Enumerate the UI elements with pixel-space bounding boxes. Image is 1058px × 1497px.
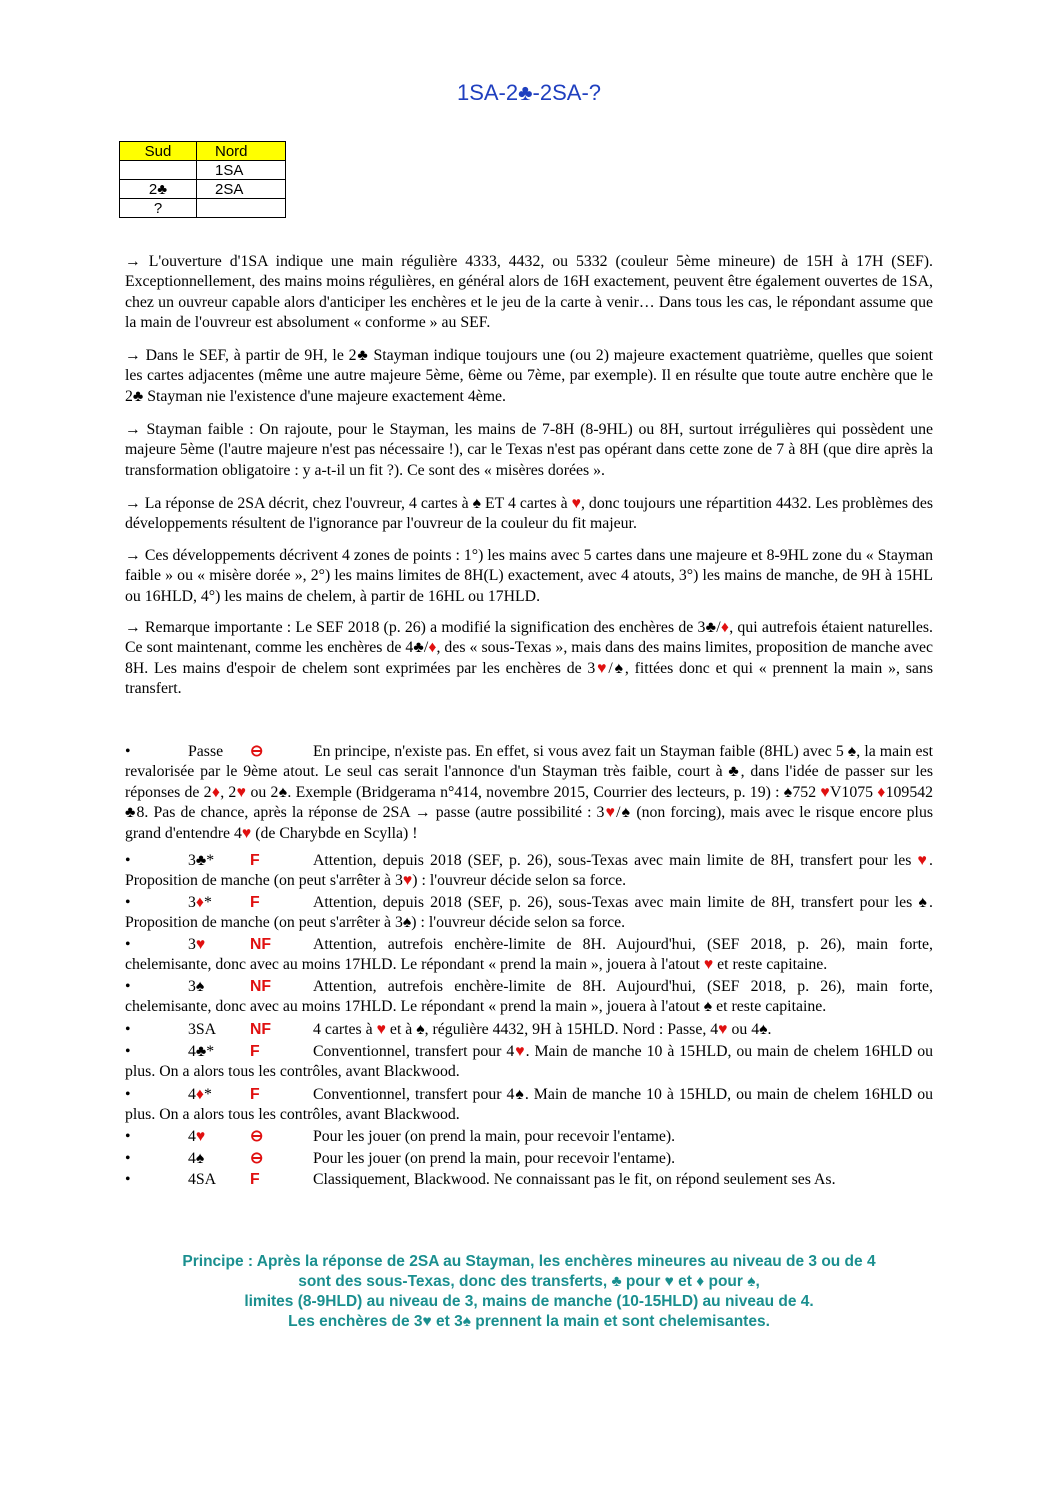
paragraph-2sa-response: → La réponse de 2SA décrit, chez l'ouvreur, 4 cartes à ♠ ET 4 cartes à ♥, donc toujours une répartition 4432. Les problèmes des développements résultent de l'ignorance par l'ouvreur de la couleur du fit majeur. [125,495,933,533]
bid-label: 3♥ [188,936,206,953]
auction-cell: ? [120,199,197,218]
auction-cell: 2♣ [120,180,197,199]
header-nord: Nord [197,142,286,161]
auction-cell: 1SA [197,161,286,180]
bid-row [125,977,933,1018]
bid-row [125,1042,933,1083]
bullet: • [125,1171,131,1188]
bullet: • [125,1086,131,1103]
bid-text: 4 cartes à ♥ et à ♠, régulière 4432, 9H à 15HLD. Nord : Passe, 4♥ ou 4♠. [313,1021,772,1038]
paragraph-stayman: → Dans le SEF, à partir de 9H, le 2♣ Stayman indique toujours une (ou 2) majeure exactement quatrième, quelles que soient les cartes adjacentes (même une autre majeure 5ème, 6ème ou 7ème, par exemple). Il en résulte que toute autre enchère que le 2♣ Stayman nie l'existence d'une majeure exactement 4ème. [125,347,933,405]
bid-row [125,1020,933,1040]
bid-text: Conventionnel, transfert pour 4♥. Main de manche 10 à 15HLD, ou main de chelem 16HLD ou plus. On a alors tous les contrôles, avant Blackwood. [125,1043,933,1081]
bid-row [125,893,933,934]
bid-row [125,1127,933,1147]
bid-code: ⊖ [250,1128,264,1145]
auction-row [120,199,286,218]
paragraph-developments: → Ces développements décrivent 4 zones de points : 1°) les mains avec 5 cartes dans une majeure et 8-9HL zone du « Stayman faible » ou « misère dorée », 2°) les mains limites de 8H(L) exactement, avec 4 atouts, 3°) les mains de manche, de 9H à 15HL ou 16HLD, 4°) les mains de chelem, à partir de 16HL ou 17HLD. [125,547,933,605]
bullet: • [125,1043,131,1060]
principle-line: Les enchères de 3♥ et 3♠ prennent la main et sont chelemisantes. [288,1313,770,1330]
bid-text: Attention, autrefois enchère-limite de 8H. Aujourd'hui, (SEF 2018, p. 26), main forte, chelemisante, donc avec au moins 17HLD. Le répondant « prend la main », jouera à l'atout ♥ et reste capitaine. [125,936,933,974]
paragraph-remark: → Remarque importante : Le SEF 2018 (p. 26) a modifié la signification des enchères de 3♣/♦, qui autrefois étaient naturelles. Ce sont maintenant, comme les enchères de 4♣/♦, des « sous-Texas », mais dans des mains limites, proposition de manche avec 8H. Les mains d'espoir de chelem sont exprimées par les enchères de 3♥/♠, fittées donc et qui « prennent la main », sans transfert. [125,619,934,698]
auction-row [120,161,286,180]
paragraph-weak-stayman: → Stayman faible : On rajoute, pour le Stayman, les mains de 7-8H (8-9HL) ou 8H, surtout irrégulières qui possèdent une majeure 5ème (l'autre majeure n'est pas nécessaire !), car le Texas n'est pas opérant dans cette zone de 7 à 8H (que dire après la transformation obligatoire : y a-t-il un fit ?). Ce sont des « misères dorées ». [125,421,933,479]
auction-row [120,180,286,199]
paragraph-opening: → L'ouverture d'1SA indique une main régulière 4333, 4432, ou 5332 (couleur 5ème mineure) de 15H à 17H (SEF). Exceptionnellement, des mains moins régulières, en général alors de 16H exactement, peuvent être également ouvertes de 1SA, chez un ouvreur capable alors d'anticiper les enchères et le jeu de la carte à venir… Dans tous les cas, le répondant assume que la main de l'ouvreur est absolument « conforme » au SEF. [125,253,933,332]
bid-label: 4♥ [188,1128,206,1145]
bid-label: 4♠ [188,1150,205,1167]
bid-label: 3SA [188,1021,217,1038]
bid-code: NF [250,978,272,995]
bid-text: Conventionnel, transfert pour 4♠. Main de manche 10 à 15HLD, ou main de chelem 16HLD ou plus. On a alors tous les contrôles, avant Blackwood. [125,1086,933,1124]
bid-row [125,742,933,844]
auction-cell: 2SA [197,180,286,199]
bid-text: En principe, n'existe pas. En effet, si vous avez fait un Stayman faible (8HL) avec 5 ♠, la main est revalorisée par le 9ème atout. Le seul cas serait l'annonce d'un Stayman très faible, court à ♣, dans l'idée de passer sur les réponses de 2♦, 2♥ ou 2♠. Exemple (Bridgerama n°414, novembre 2015, Courrier des lecteurs, p. 19) : ♠752 ♥V1075 ♦109542 ♣8. Pas de chance, après la réponse de 2SA → passe (autre possibilité : 3♥/♠ (non forcing), mais avec le risque encore plus grand d'entendre 4♥ (de Charybde en Scylla) ! [125,743,934,842]
bid-code: F [250,1086,260,1103]
bullet: • [125,894,131,911]
principle-line: limites (8-9HLD) au niveau de 3, mains de manche (10-15HLD) au niveau de 4. [244,1293,814,1310]
bid-code: F [250,1043,260,1060]
bid-label: 4♦* [188,1086,212,1103]
bullet: • [125,743,131,760]
bid-code: NF [250,1021,272,1038]
bid-row [125,935,933,976]
principle-line: Principe : Après la réponse de 2SA au Stayman, les enchères mineures au niveau de 3 ou de 4 [182,1253,876,1270]
bid-code: ⊖ [250,1150,264,1167]
bid-code: F [250,894,260,911]
bid-text: Pour les jouer (on prend la main, pour recevoir l'entame). [313,1150,676,1167]
bullet: • [125,1128,131,1145]
bid-text: Classiquement, Blackwood. Ne connaissant pas le fit, on répond seulement ses As. [313,1171,836,1188]
principle-summary [0,1252,1058,1332]
page-title: 1SA-2♣-2SA-? [456,80,602,105]
auction-header-row [120,142,286,161]
bid-label: Passe [188,743,224,760]
bid-text: Pour les jouer (on prend la main, pour recevoir l'entame). [313,1128,676,1145]
bid-row [125,1085,933,1126]
bid-code: ⊖ [250,743,264,760]
bid-text: Attention, depuis 2018 (SEF, p. 26), sous-Texas avec main limite de 8H, transfert pour les ♥. Proposition de manche (on peut s'arrêter à 3♥) : l'ouvreur décide selon sa force. [125,852,933,890]
bullet: • [125,1021,131,1038]
principle-line: sont des sous-Texas, donc des transferts, ♣ pour ♥ et ♦ pour ♠, [298,1273,760,1290]
bullet: • [125,1150,131,1167]
bid-code: F [250,1171,260,1188]
bid-label: 4♣* [188,1043,215,1060]
bullet: • [125,978,131,995]
bullet: • [125,936,131,953]
bid-code: F [250,852,260,869]
bid-code: NF [250,936,272,953]
bid-row [125,1170,933,1190]
bid-label: 3♠ [188,978,205,995]
bullet: • [125,852,131,869]
bid-row [125,1149,933,1169]
auction-cell [120,161,197,180]
bid-label: 3♣* [188,852,215,869]
auction-cell [197,199,286,218]
bid-text: Attention, depuis 2018 (SEF, p. 26), sous-Texas avec main limite de 8H, transfert pour les ♠. Proposition de manche (on peut s'arrêter à 3♠) : l'ouvreur décide selon sa force. [125,894,933,932]
bid-label: 3♦* [188,894,212,911]
bid-text: Attention, autrefois enchère-limite de 8H. Aujourd'hui, (SEF 2018, p. 26), main forte, chelemisante, donc avec au moins 17HLD. Le répondant « prend la main », jouera à l'atout ♠ et reste capitaine. [125,978,933,1016]
header-sud: Sud [120,142,197,161]
bid-label: 4SA [188,1171,217,1188]
auction-table [119,141,286,218]
bid-row [125,851,933,892]
